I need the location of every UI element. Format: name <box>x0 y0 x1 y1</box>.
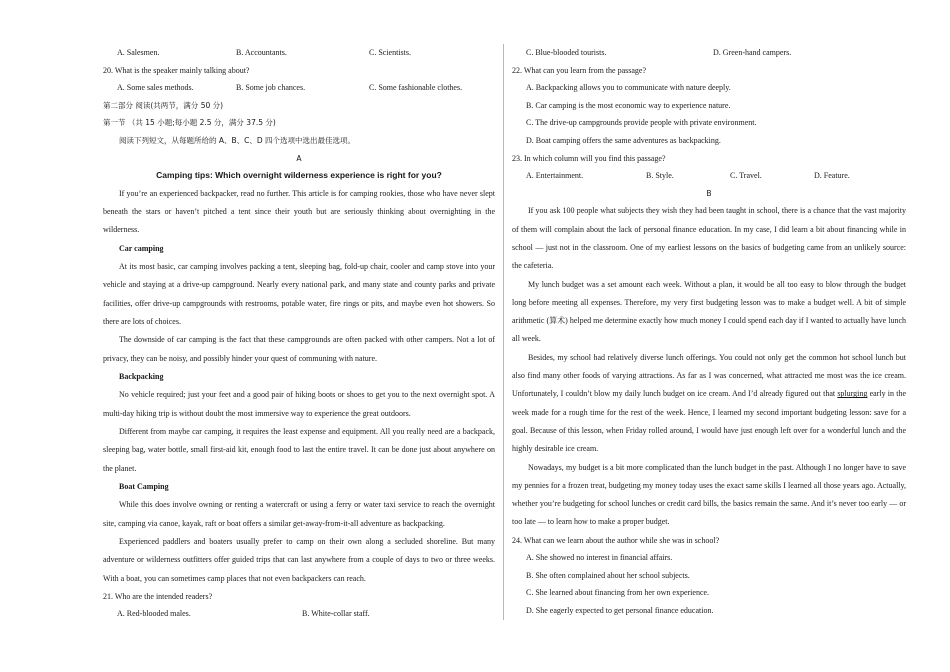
q21-option-c: C. Blue-blooded tourists. <box>526 48 607 57</box>
paragraph-3-part-b: early in the week made for a rough time for the rest of the week. Hence, I learned my second important budgeting lesson: save for a goal. Because of this lesson, when Friday rolled around, I would have just enough left over for a wonderful lunch and the highly desirable ice cream. <box>512 389 907 454</box>
q23-option-d: D. Feature. <box>814 171 850 181</box>
backpacking-heading: Backpacking <box>119 371 164 381</box>
q23-option-a: A. Entertainment. <box>526 171 584 181</box>
passage-a-label: A <box>296 153 302 163</box>
q20-option-c: C. Some fashionable clothes. <box>369 83 463 93</box>
right-column <box>512 44 906 620</box>
column-divider <box>503 44 504 620</box>
boat-camping-heading: Boat Camping <box>119 481 169 491</box>
reading-instruction: 阅读下列短文，从每题所给的 A、B、C、D 四个选项中选出最佳选项。 <box>119 135 356 145</box>
q19-options <box>103 44 495 62</box>
underlined-word-splurging: splurging <box>837 389 868 399</box>
car-camping-paragraph-2: The downside of car camping is the fact that these campgrounds are often packed with other campers. Not a lot of privacy, they can be noisy, and possibly hinder your quest of communing with nature. <box>103 335 495 363</box>
q19-option-a: A. Salesmen. <box>117 48 160 57</box>
q22-option-d: D. Boat camping offers the same adventures as backpacking. <box>526 135 721 145</box>
section1-heading: 第一节 （共 15 小题;每小题 2.5 分，满分 37.5 分) <box>103 118 276 128</box>
q24-option-c: C. She learned about financing from her own experience. <box>526 588 710 598</box>
paragraph-3-part-a: Besides, my school had relatively diverse lunch offerings. You could not only get the common hot school lunch but also find many other foods of varying attractions. As far as I was concerned, what attracted me most was the ice cream. Unfortunately, I couldn’t blow my daily lunch budget on ice cream. And I’d already figured out that <box>512 352 906 399</box>
q21-options-ab <box>103 605 495 623</box>
car-camping-heading: Car camping <box>119 243 164 253</box>
passage-b-label: B <box>706 188 712 198</box>
passage-a-intro: If you’re an experienced backpacker, read no further. This article is for camping rookies, those who have never slept beneath the stars or haven’t pitched a tent since their youth but are seriously thinking about overnighting in the wilderness. <box>103 188 495 235</box>
q21-option-d: D. Green-hand campers. <box>713 48 792 57</box>
passage-b-paragraph-4: Nowadays, my budget is a bit more complicated than the lunch budget in the past. Although I no longer have to save my pennies for a frozen treat, budgeting my money today uses the exact same skills I learned all those years ago. Actually, whether you’re budgeting for school lunches or credit card bills, the basics remain the same. And it’s never too early — or too late — to learn how to make a proper budget. <box>512 462 906 527</box>
q22-option-c: C. The drive-up campgrounds provide people with private environment. <box>526 118 757 128</box>
q21-options-cd <box>512 44 906 62</box>
q22-option-a: A. Backpacking allows you to communicate with nature deeply. <box>526 83 731 93</box>
left-column <box>103 44 495 623</box>
q21-option-b: B. White-collar staff. <box>302 609 370 619</box>
q23-options <box>512 167 906 185</box>
q21-question: 21. Who are the intended readers? <box>103 591 213 601</box>
boat-camping-paragraph-2: Experienced paddlers and boaters usually prefer to camp on their own along a secluded shoreline. But many adventure or wilderness outfitters offer guided trips that can last anywhere from a couple of days to two or three weeks. With a boat, you can sometimes camp places that not even backpackers can reach. <box>103 537 495 583</box>
part2-heading: 第二部分 阅读(共两节，满分 50 分) <box>103 100 224 110</box>
q19-option-c: C. Scientists. <box>369 48 412 57</box>
q20-option-b: B. Some job chances. <box>236 83 306 93</box>
car-camping-paragraph-1: At its most basic, car camping involves packing a tent, sleeping bag, fold-up chair, cooler and camp stove into your vehicle and staying at a drive-up campground. Nearly every national park, and many state and county parks and private facilities, offer drive-up campgrounds with restrooms, potable water, fire rings or pits, and maybe even hot showers. So there are lots of choices. <box>103 262 495 327</box>
q22-question: 22. What can you learn from the passage? <box>512 65 647 75</box>
q24-question: 24. What can we learn about the author while she was in school? <box>512 535 720 545</box>
q21-option-a: A. Red-blooded males. <box>117 609 191 619</box>
boat-camping-paragraph-1: While this does involve owning or renting a watercraft or using a ferry or water taxi service to reach the overnight site, camping via canoe, kayak, raft or boat offers a similar get-away-from-it-all adventure as backpacking. <box>103 500 495 528</box>
q20-options <box>103 79 495 97</box>
passage-b-paragraph-2: My lunch budget was a set amount each week. Without a plan, it would be all too easy to blow through the budget long before meeting all expenses. Therefore, my very first budgeting lesson was to make a budget well. A bit of simple arithmetic (算术) helped me determine exactly how much money I could spend each day if I wanted to actually have lunch all week. <box>512 279 906 344</box>
backpacking-paragraph-2: Different from maybe car camping, it requires the least expense and equipment. All you really need are a backpack, sleeping bag, water bottle, small first-aid kit, enough food to last the entire travel. It can be done just about anywhere on the planet. <box>103 427 495 473</box>
q24-option-a: A. She showed no interest in financial affairs. <box>526 553 673 563</box>
q20-option-a: A. Some sales methods. <box>117 83 194 93</box>
passage-a-title: Camping tips: Which overnight wilderness experience is right for you? <box>156 170 442 181</box>
q23-option-c: C. Travel. <box>730 171 762 181</box>
q19-option-b: B. Accountants. <box>236 48 287 57</box>
q23-option-b: B. Style. <box>646 171 674 181</box>
q24-option-d: D. She eagerly expected to get personal finance education. <box>526 606 714 616</box>
passage-b-paragraph-3 <box>512 349 906 459</box>
q20-question: 20. What is the speaker mainly talking about? <box>103 65 250 75</box>
q24-option-b: B. She often complained about her school subjects. <box>526 570 690 580</box>
q23-question: 23. In which column will you find this passage? <box>512 153 666 163</box>
q22-option-b: B. Car camping is the most economic way to experience nature. <box>526 100 731 110</box>
backpacking-paragraph-1: No vehicle required; just your feet and a good pair of hiking boots or shoes to get you to the next overnight spot. A multi-day hiking trip is without doubt the most immersive way to experience the great outdoors. <box>103 390 495 418</box>
passage-b-paragraph-1: If you ask 100 people what subjects they wish they had been taught in school, there is a chance that the vast majority of them will complain about the lack of personal finance education. In my case, I did learn a bit about financing while in school — just not in the classroom. One of my earliest lessons on the basics of budgeting came from an unlikely source: the cafeteria. <box>512 206 906 271</box>
